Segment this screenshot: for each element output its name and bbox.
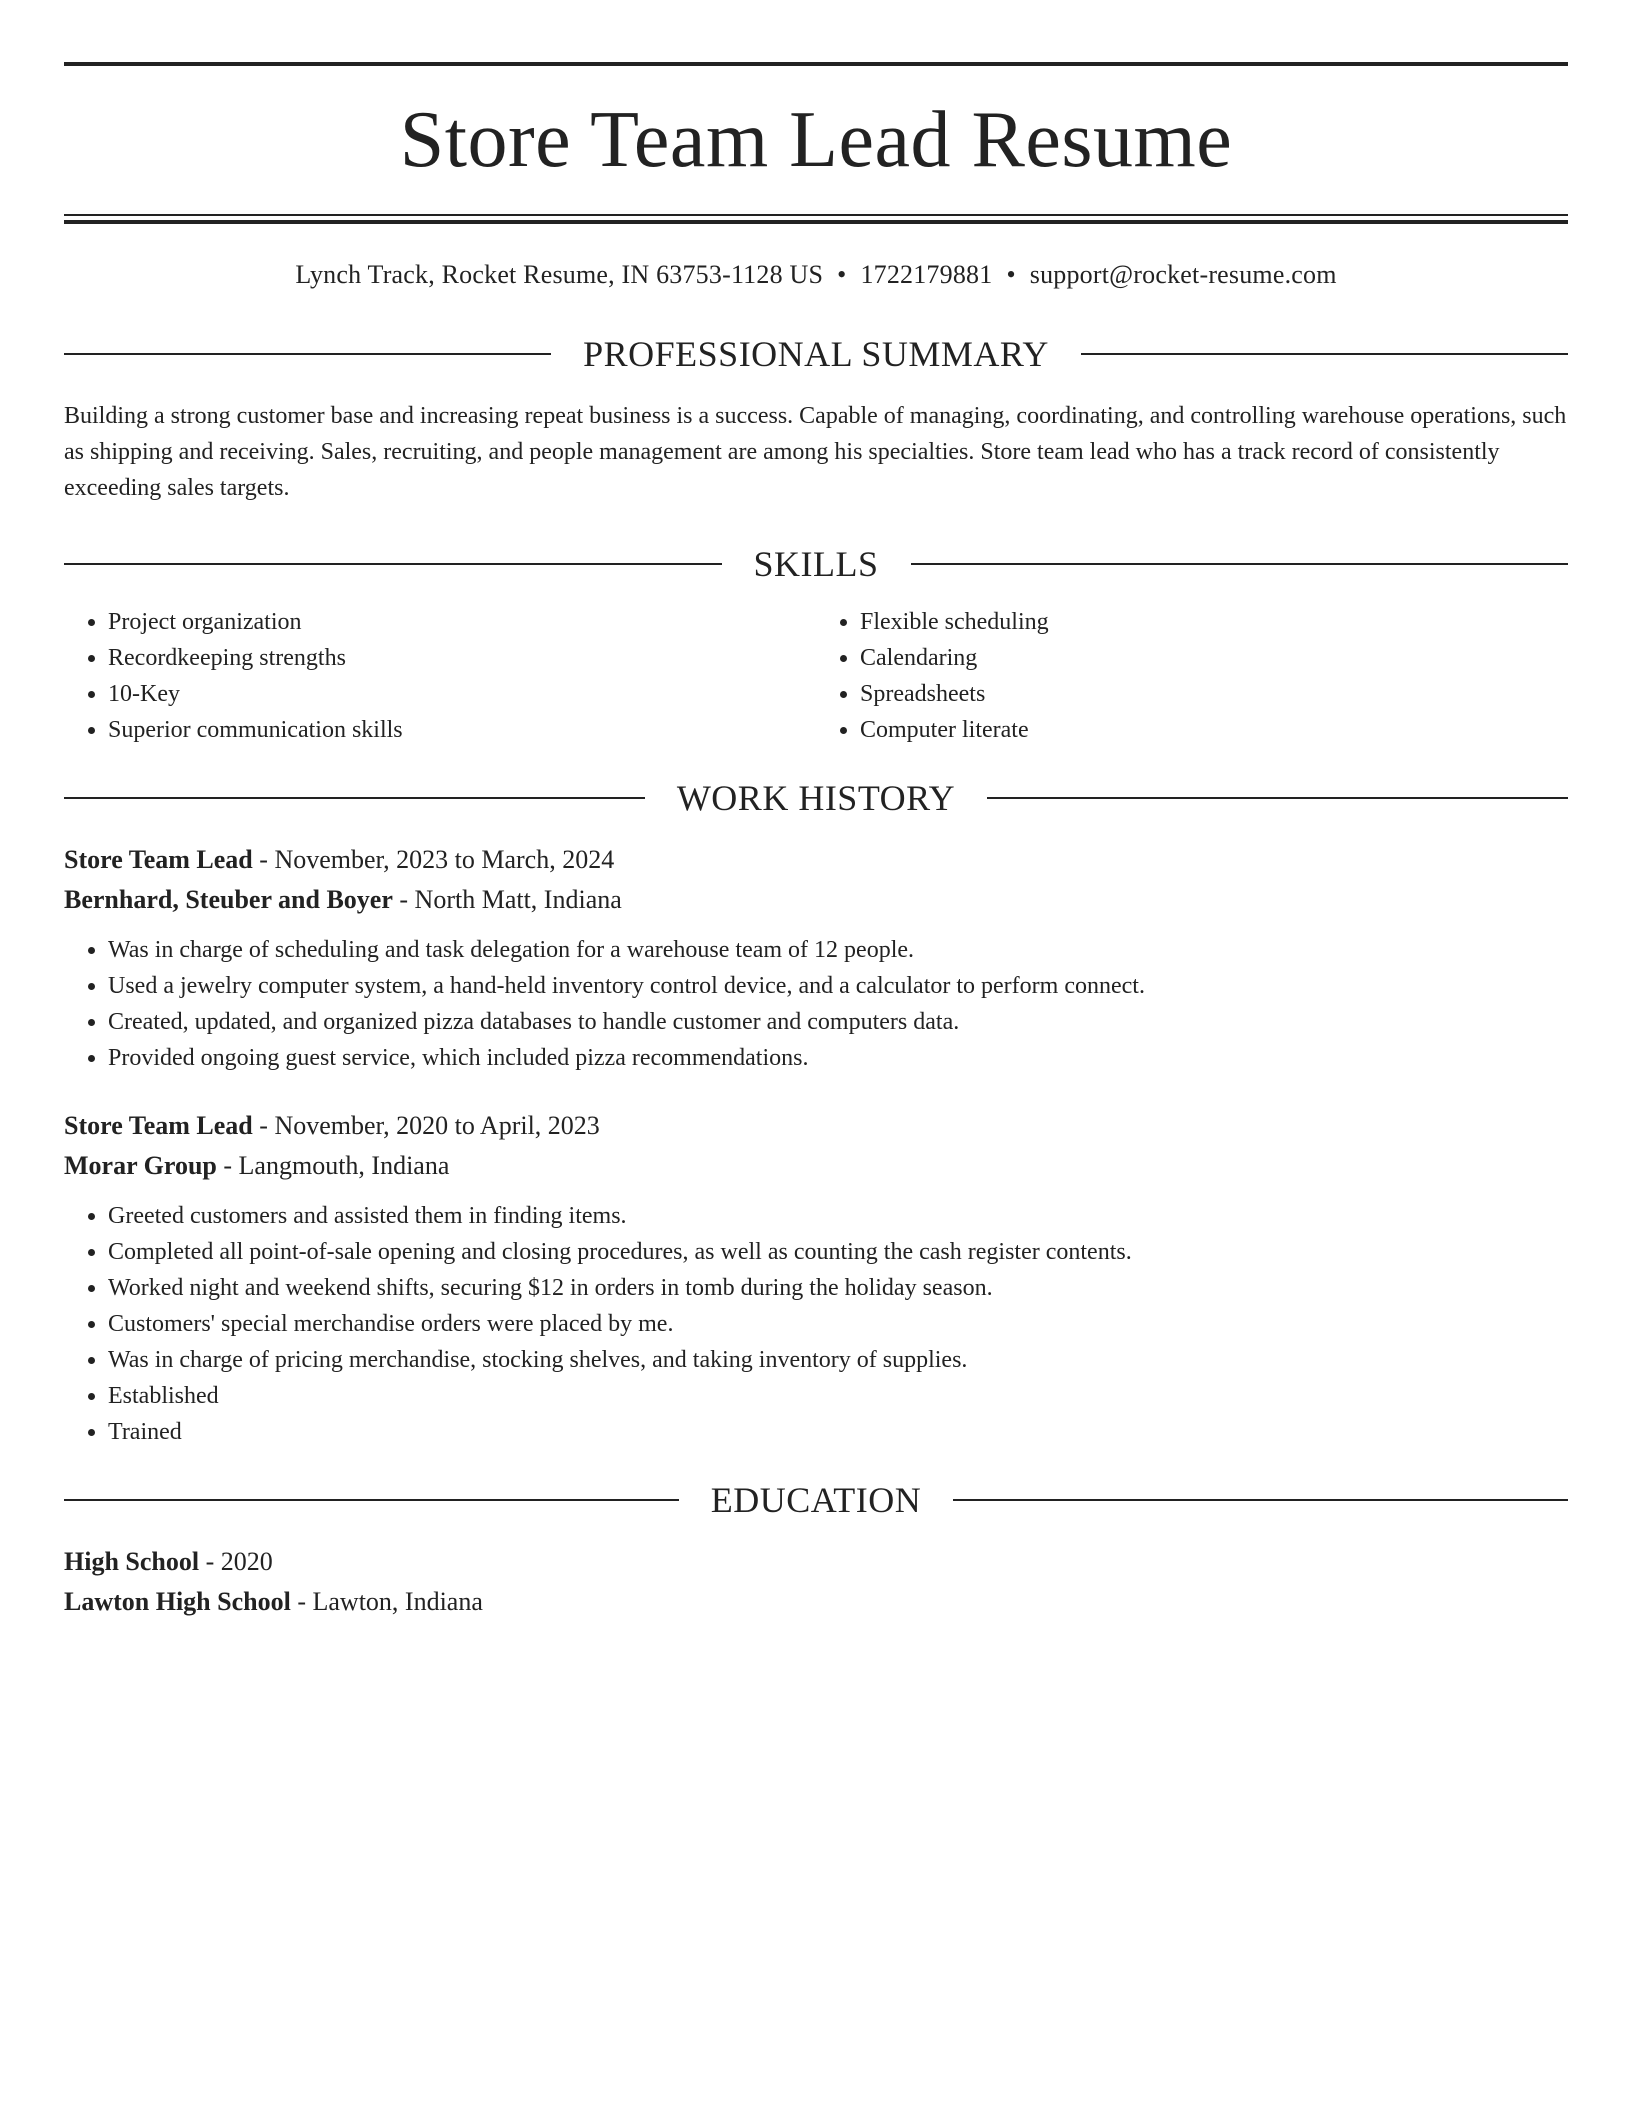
skill-item: • Recordkeeping strengths (108, 640, 816, 676)
education-entry (64, 1542, 1568, 1622)
section-heading-education (64, 1482, 1568, 1518)
job-bullet: • Greeted customers and assisted them in finding items. (108, 1198, 1568, 1234)
job-location: North Matt, Indiana (414, 885, 622, 914)
job-bullet: • Customers' special merchandise orders were placed by me. (108, 1306, 1568, 1342)
skill-item: • Project organization (108, 604, 816, 640)
job-bullet: • Provided ongoing guest service, which included pizza recommendations. (108, 1040, 1568, 1076)
skills-list (64, 604, 1568, 748)
heading-rule (64, 353, 551, 355)
job-entry (64, 840, 1568, 1076)
heading-rule (987, 797, 1568, 799)
job-title-line (64, 840, 1568, 880)
section-title: SKILLS (753, 544, 879, 584)
contact-address: Lynch Track, Rocket Resume, IN 63753-1128 US (295, 260, 824, 289)
skills-column-left (64, 604, 816, 748)
job-bullet: • Created, updated, and organized pizza databases to handle customer and computers data. (108, 1004, 1568, 1040)
job-bullet: • Trained (108, 1414, 1568, 1450)
job-bullet: • Was in charge of scheduling and task delegation for a warehouse team of 12 people. (108, 932, 1568, 968)
dash: - (252, 845, 275, 874)
job-bullet: • Was in charge of pricing merchandise, stocking shelves, and taking inventory of supplies. (108, 1342, 1568, 1378)
job-bullet: • Worked night and weekend shifts, securing $12 in orders in tomb during the holiday season. (108, 1270, 1568, 1306)
skill-item: • 10-Key (108, 676, 816, 712)
heading-rule (1081, 353, 1568, 355)
dash: - (216, 1151, 239, 1180)
page-title: Store Team Lead Resume (399, 96, 1233, 184)
education-year: 2020 (220, 1547, 273, 1576)
education-school-line (64, 1582, 1568, 1622)
heading-rule (64, 563, 722, 565)
skill-item: • Calendaring (860, 640, 1568, 676)
job-title: Store Team Lead (64, 1111, 253, 1140)
job-dates: November, 2023 to March, 2024 (274, 845, 615, 874)
education-degree-line (64, 1542, 1568, 1582)
job-dates: November, 2020 to April, 2023 (274, 1111, 600, 1140)
skill-item: • Computer literate (860, 712, 1568, 748)
job-company: Morar Group (64, 1151, 217, 1180)
heading-rule (953, 1499, 1568, 1501)
section-title: WORK HISTORY (676, 778, 956, 818)
job-entry (64, 1106, 1568, 1450)
skill-item: • Superior communication skills (108, 712, 816, 748)
contact-separator: • (1006, 260, 1016, 289)
section-heading-work (64, 780, 1568, 816)
job-company-line (64, 1146, 1568, 1186)
heading-rule (64, 1499, 679, 1501)
contact-line (64, 262, 1568, 288)
dash: - (252, 1111, 275, 1140)
job-company-line (64, 880, 1568, 920)
job-bullets (64, 932, 1568, 1076)
education-school: Lawton High School (64, 1587, 291, 1616)
job-location: Langmouth, Indiana (238, 1151, 450, 1180)
heading-rule (911, 563, 1569, 565)
dash: - (199, 1547, 221, 1576)
dash: - (290, 1587, 313, 1616)
education-degree: High School (64, 1547, 200, 1576)
job-bullets (64, 1198, 1568, 1450)
title-double-rule (64, 214, 1568, 224)
heading-rule (64, 797, 645, 799)
job-bullet: • Established (108, 1378, 1568, 1414)
skill-item: • Flexible scheduling (860, 604, 1568, 640)
contact-separator: • (837, 260, 847, 289)
contact-email: support@rocket-resume.com (1029, 260, 1337, 289)
job-title-line (64, 1106, 1568, 1146)
job-title: Store Team Lead (64, 845, 253, 874)
section-title: PROFESSIONAL SUMMARY (583, 334, 1049, 374)
job-bullet: • Completed all point-of-sale opening and closing procedures, as well as counting the cash register contents. (108, 1234, 1568, 1270)
top-rule (64, 62, 1568, 66)
contact-phone: 1722179881 (860, 260, 993, 289)
job-company: Bernhard, Steuber and Boyer (64, 885, 393, 914)
education-location: Lawton, Indiana (312, 1587, 483, 1616)
skill-item: • Spreadsheets (860, 676, 1568, 712)
section-title: EDUCATION (710, 1480, 922, 1520)
section-heading-skills (64, 546, 1568, 582)
section-heading-summary (64, 336, 1568, 372)
dash: - (392, 885, 415, 914)
skills-column-right (816, 604, 1568, 748)
summary-text: Building a strong customer base and increasing repeat business is a success. Capable of managing, coordinating, and controlling warehouse operations, such as shipping and receiving. Sales, recruiting, and people management are among his specialties. Store team lead who has a track record of consistently exceeding sales targets. (64, 403, 1567, 501)
job-bullet: • Used a jewelry computer system, a hand-held inventory control device, and a calculator to perform connect. (108, 968, 1568, 1004)
